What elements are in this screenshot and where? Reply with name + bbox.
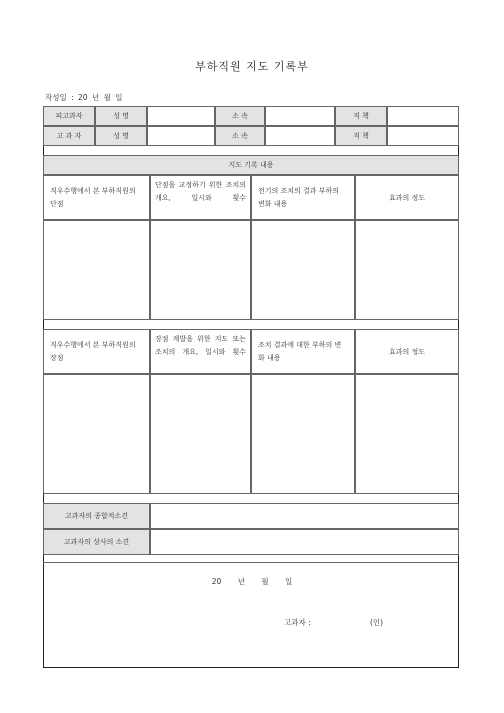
rater-label: 고 과 자 [43,126,95,146]
ratee-dept-label: 소 속 [215,106,265,126]
block2-effect-header: 효과의 정도 [355,329,459,374]
supervisor-opinion-field[interactable] [150,529,459,555]
block2-change-header: 조치 결과에 대한 부하의 변화 내용 [251,329,355,374]
rater-overall-opinion-field[interactable] [150,503,459,529]
block1-correction-field[interactable] [150,220,251,320]
ratee-position-field[interactable] [387,106,459,126]
rater-overall-opinion-label: 고과자의 종합적소견 [43,503,150,529]
rater-name-field[interactable] [147,126,215,146]
block1-correction-header: 단점을 교정하기 위한 조치의 개요, 일시와 횟수 [150,175,251,220]
ratee-name-label: 성 명 [95,106,147,126]
written-date: 작성일 : 20 년 월 일 [45,93,123,102]
guidance-section-title: 지도 기록 내용 [43,155,459,175]
signer-label: 고과자 : [284,618,311,627]
supervisor-opinion-label: 고과자의 상사의 소견 [43,529,150,555]
ratee-position-label: 직 책 [335,106,387,126]
rater-position-label: 직 책 [335,126,387,146]
block1-effect-header: 효과의 정도 [355,175,459,220]
seal-mark: (인) [370,618,384,627]
block2-effect-field[interactable] [355,374,459,494]
block2-change-field[interactable] [251,374,355,494]
ratee-dept-field[interactable] [265,106,335,126]
ratee-label: 피고과자 [43,106,95,126]
block1-weakness-header: 직우수행에서 본 부하직원의 단점 [43,175,150,220]
rater-dept-label: 소 속 [215,126,265,146]
block1-change-header: 전기의 조치의 결과 부하의 변화 내용 [251,175,355,220]
ratee-name-field[interactable] [147,106,215,126]
block1-effect-field[interactable] [355,220,459,320]
block1-weakness-field[interactable] [43,220,150,320]
rater-dept-field[interactable] [265,126,335,146]
block2-strength-header: 직우수행에서 본 부하직원의 장점 [43,329,150,374]
block2-development-header: 장점 계발을 위한 지도 또는 조치의 개요, 일시와 횟수 [150,329,251,374]
block2-strength-field[interactable] [43,374,150,494]
block2-development-field[interactable] [150,374,251,494]
signature-date: 20 년 월 일 [211,577,293,586]
document-title: 부하직원 지도 기록부 [195,60,309,73]
rater-name-label: 성 명 [95,126,147,146]
rater-position-field[interactable] [387,126,459,146]
block1-change-field[interactable] [251,220,355,320]
